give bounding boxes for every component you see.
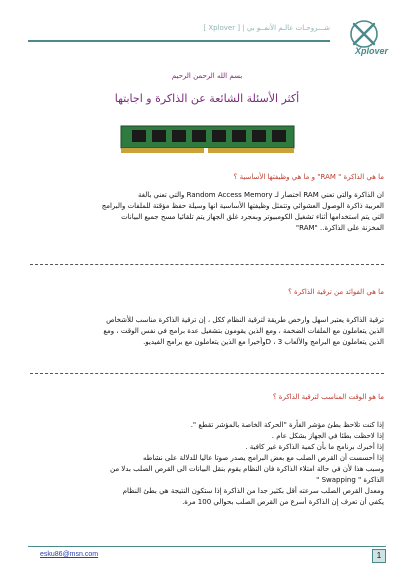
answer-line: ان الذاكرة والتي تعني RAM اختصار لـ Random Access Memory والتي تعني بالغة [137,191,384,199]
question-upgrade-benefits: ما هي الفوائد من ترقية الذاكرة ؟ [288,288,384,296]
page-number: 1 [372,549,386,563]
answer-line: ترقية الذاكرة يعتبر اسهل وارخص طريقة لترقية النظام ككل ، إن ترقية الذاكرة مناسب للأشخاص [106,316,384,324]
answer-line: إذا أحسست أن القرص الصلب مع بعض البرامج يصدر صوتا عاليا للدلالة على نشاطه [143,454,384,462]
header-rule [28,40,330,42]
answer-line: ومعدل القرص الصلب سرعته أقل بكثير جدا من الذاكرة إذا ستكون النتيجة هي بطئ النظام [122,487,384,495]
answer-line: التي يتم استخدامها أثناء تشغيل الكومبيوتر وبمجرد غلق الجهاز يتم تلقائيا مسح جميع البيانات [121,213,384,221]
question-ram-definition: ما هي الذاكرة " RAM" و ما هي وظيفتها الأساسية ؟ [233,173,384,181]
header-text: شـــروحـات عالـم الأنفــو بي | [ Xplover ] [203,24,330,32]
answer-line: إذا أخبرك برنامج ما بأن كمية الذاكرة غير كافية . [245,443,384,451]
answer-line: إذا لاحظت بطئا في الجهاز بشكل عام . [271,432,384,440]
answer-line: المخزنة على الذاكرة.. "RAM" [295,224,384,232]
answer-line: الذين يتعاملون مع الملفات الضخمة ، ومع الذين يقومون بتشغيل عدة برامج في نفس الوقت ، ومع [103,327,384,335]
answer-line: إذا كنت تلاحظ بطئ مؤشر الفأرة "الحركة الخاصة بالمؤشر تقطع ". [190,421,384,429]
ram-module-image [120,122,295,156]
question-upgrade-timing: ما هو الوقت المناسب لترقية الذاكرة ؟ [272,393,384,401]
answer-line: الذاكرة " Swapping " [316,476,384,484]
answer-line: وسبب هذا لأن في حالة امتلاء الذاكرة فان النظام يقوم بنقل البيانات الى القرص الصلب بدلا من [110,465,384,473]
footer-rule [28,546,386,547]
answer-line: الذين يتعاملون مع البرامج والألعاب 3 ، Dوأخيرا مع الذين يتعاملون مع برامج الفيديو. [143,338,384,346]
answer-line: يكفي أن تعرف إن الذاكرة أسرع من القرص الصلب بحوالي 100 مرة. [182,498,384,506]
page-header [28,18,388,60]
section-separator [30,373,384,374]
basmala: بسم الله الرحمن الرحيم [171,72,243,80]
section-separator [30,264,384,265]
author-email-link[interactable]: esku86@msn.com [40,551,99,558]
page-title: أكثر الأسئلة الشائعة عن الذاكرة و اجابتها [114,92,300,105]
answer-upgrade-benefits [28,315,384,348]
answer-upgrade-timing [28,420,384,508]
answer-line: العربية ذاكرة الوصول العشوائي وتتمثل وظيفتها الأساسية انها وسيلة حفظ مؤقتة للملفات والبرامج [101,202,384,210]
answer-ram-definition [28,190,384,234]
logo-text: Xplover [354,46,388,56]
